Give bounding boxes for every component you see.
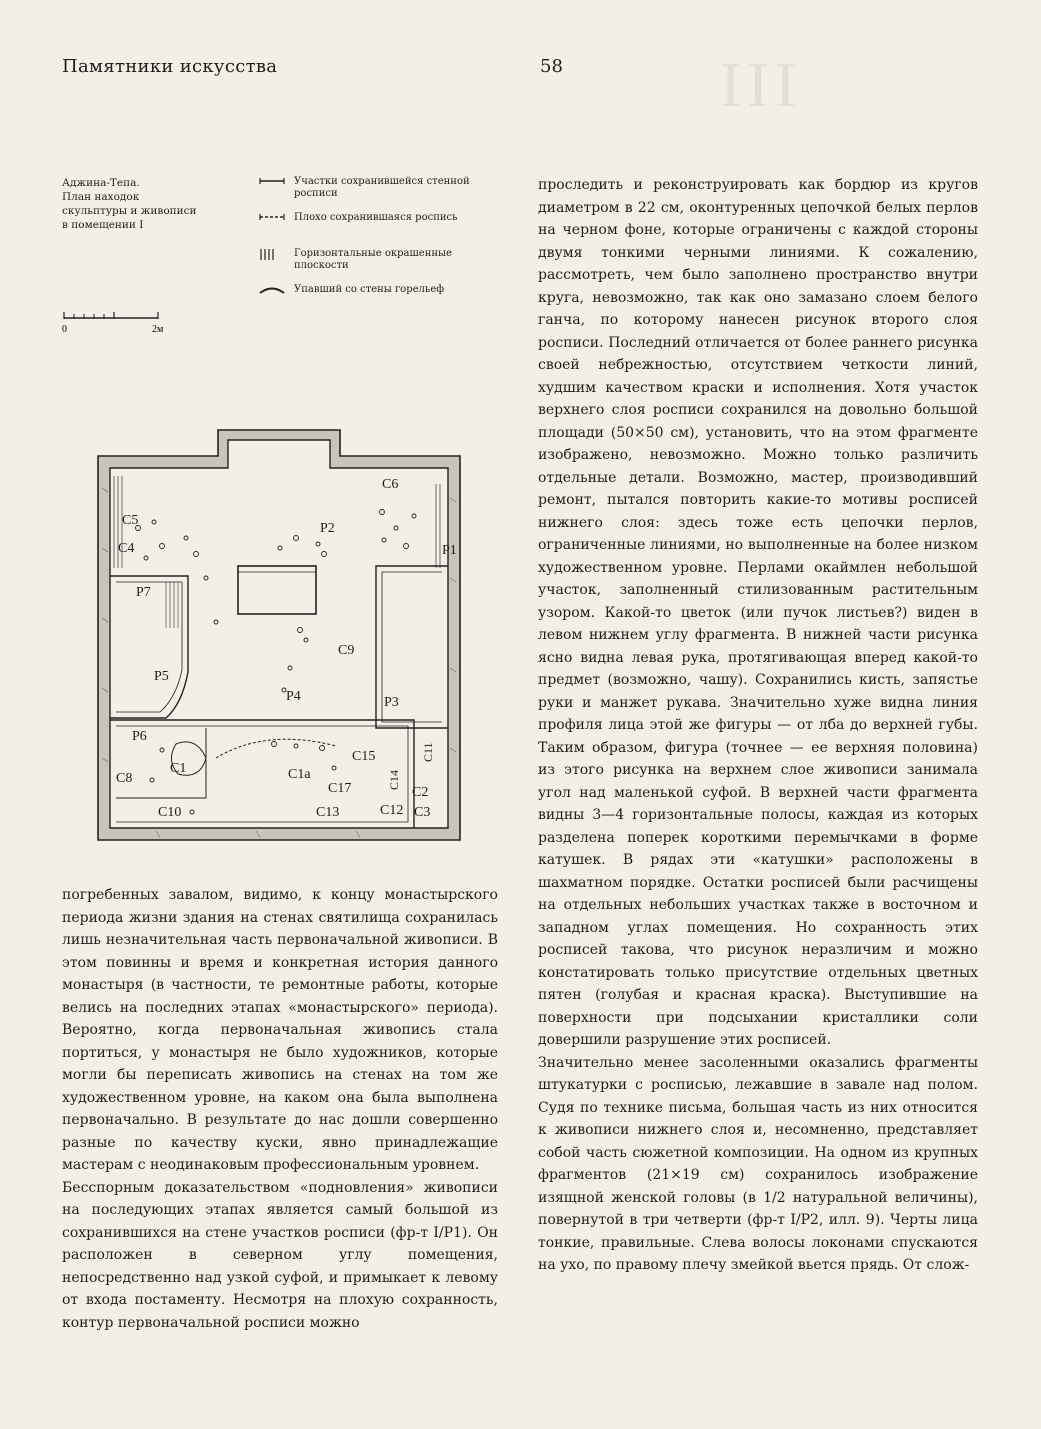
plan-label: C12 (380, 803, 404, 818)
legend-label: Горизонтальные окрашенные плоскости (294, 248, 452, 271)
plan-label: C2 (412, 785, 429, 800)
scale-start: 0 (62, 324, 67, 335)
legend-item-preserved (258, 176, 478, 212)
dashed-line-icon (258, 212, 286, 226)
legend-item-horizontal (258, 248, 478, 284)
plan-label: C1 (170, 761, 187, 776)
page-number: 58 (540, 56, 563, 77)
legend-label: Участки сохранившейся стенной росписи (294, 176, 470, 199)
plan-label: C1a (288, 767, 311, 782)
paragraph: Значительно менее засоленными оказались фрагменты штукатурки с росписью, лежавшие в завале над полом. Судя по технике письма, большая часть из них относится к живописи нижнего слоя и, несомненно, представляет собой часть сюжетной композиции. На одном из крупных фрагментов (21×19 см) сохранилось изображение изящной женской головы (в 1/2 натуральной величины), повернутой в три четверти (фр-т I/P2, илл. 9). Черты лица тонкие, правильные. Слева волосы локонами спускаются на ухо, по правому плечу змейкой вьется прядь. От слож- (538, 1054, 978, 1273)
caption-line: скульптуры и живописи (62, 205, 197, 217)
plan-label: C5 (122, 513, 139, 528)
paragraph: погребенных завалом, видимо, к концу монастырского периода жизни здания на стенах святилища сохранилась лишь незначительная часть первоначальной живописи. В этом повинны и время и конкретная история данного монастыря (в частности, те ремонтные работы, которые велись на последних этапах «монастырского» периода). Вероятно, когда первоначальная живопись стала портиться, у монастыря не было художников, которые могли бы переписать живопись на стенах на том же художественном уровне, на каком она была выполнена первоначально. В результате до нас дошли совершенно разные по качеству куски, явно принадлежащие мастерам с неодинаковым профессиональным уровнем. (62, 887, 498, 1173)
plan-label: P3 (384, 695, 399, 710)
solid-line-icon (258, 176, 286, 190)
plan-label: P1 (442, 543, 457, 558)
show-through-numeral: III (720, 49, 802, 120)
plan-label: P7 (136, 585, 151, 600)
plan-label: C17 (328, 781, 352, 796)
figure-caption (62, 176, 232, 232)
plan-label: C4 (118, 541, 135, 556)
paragraph: проследить и реконструировать как бордюр из кругов диаметром в 22 см, оконтуренных цепочкой белых перлов на черном фоне, которые ограничены с каждой стороны двумя тонкими черными линиями. К сожалению, рассмотреть, чем было заполнено пространство внутри круга, невозможно, так как оно замазано слоем белого ганча, по которому нанесен рисунок второго слоя росписи. Последний отличается от более раннего рисунка своей небрежностью, отсутствием четкости линий, худшим качеством краски и исполнения. Хотя участок верхнего слоя росписи сохранился на довольно большой площади (50×50 см), установить, что на этом фрагменте изображено, невозможно. Можно только различить отдельные детали. Возможно, мастер, производивший ремонт, пытался повторить какие-то мотивы росписей нижнего слоя: здесь тоже есть цепочки перлов, ограниченные линиями, но выполненные на более низком художественном уровне. Перлами окаймлен небольшой участок, заполненный стилизованным растительным узором. Какой-то цветок (или пучок листьев?) виден в левом нижнем углу фрагмента. В нижней части рисунка ясно видна левая рука, протягивающая вперед какой-то предмет (возможно, чашу). Сохранились кисть, запястье руки и манжет рукава. Значительно хуже видна линия профиля лица этой же фигуры — от лба до верхней губы. Таким образом, фигура (точнее — ее верхняя половина) из этого рисунка на верхнем слое живописи занимала угол над маленькой суфой. В верхней части фрагмента видны 3—4 горизонтальные полосы, каждая из которых разделена поперек короткими перемычками в форме катушек. В рядах эти «катушки» расположены в шахматном порядке. Остатки росписей были расчищены на отдельных небольших участках также в восточном и западном углах помещения. Но сохранность этих росписей такова, что рисунок неразличим и можно констатировать только присутствие отдельных цветных пятен (голубая и красная краска). Выступившие на поверхности при подсыхании кристаллики соли довершили разрушение этих росписей. (538, 177, 978, 1048)
plan-label: C6 (382, 477, 399, 492)
caption-line: в помещении I (62, 219, 144, 231)
plan-label: P4 (286, 689, 301, 704)
paragraph: Бесспорным доказательством «подновления» живописи на последующих этапах является самый большой из сохранившихся на стене участков росписи (фр-т I/P1). Он расположен в северном углу помещения, непосредственно над узкой суфой, и примыкает к левому от входа постаменту. Несмотря на плохую сохранность, контур первоначальной росписи можно (62, 1179, 498, 1331)
running-header-title: Памятники искусства (62, 56, 278, 77)
caption-line: Аджина-Тепа. (62, 177, 140, 189)
plan-label: P6 (132, 729, 147, 744)
legend-label: Плохо сохранившаяся роспись (294, 212, 458, 223)
figure-legend (258, 176, 478, 320)
legend-item-poor (258, 212, 478, 248)
floor-plan (96, 428, 462, 842)
plan-label: C8 (116, 771, 133, 786)
hatch-icon (258, 248, 286, 262)
left-text-column (62, 884, 498, 1334)
plan-label: P2 (320, 521, 335, 536)
scale-bar (62, 306, 182, 336)
right-text-column (538, 174, 978, 1277)
caption-line: План находок (62, 191, 140, 203)
plan-label: C11 (421, 742, 435, 762)
legend-item-relief (258, 284, 478, 320)
plan-label: C15 (352, 749, 376, 764)
legend-label: Упавший со стены горельеф (294, 284, 445, 295)
scale-end: 2м (152, 324, 164, 335)
plan-label: C9 (338, 643, 355, 658)
plan-label: C13 (316, 805, 340, 820)
plan-label: P5 (154, 669, 169, 684)
arc-icon (258, 284, 286, 298)
plan-label: C14 (387, 769, 401, 790)
plan-label: C10 (158, 805, 182, 820)
plan-label: C3 (414, 805, 431, 820)
